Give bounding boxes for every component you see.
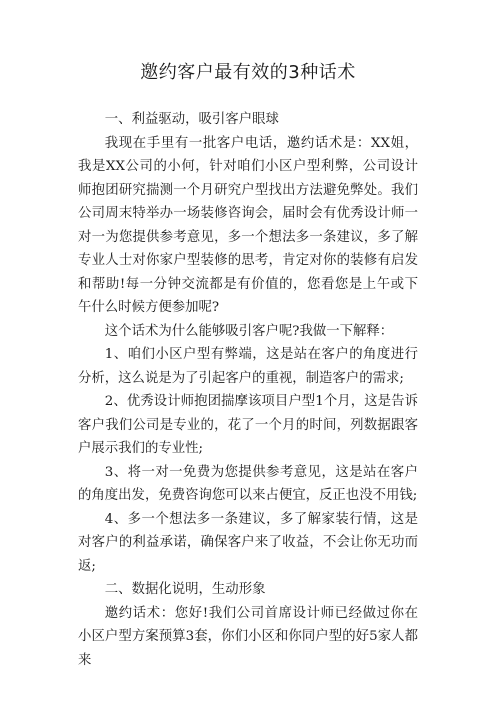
list-item: 1、咱们小区户型有弊端，这是站在客户的角度进行分析，这么说是为了引起客户的重视，制造客户的需求; xyxy=(78,347,418,386)
section-heading-1: 一、利益驱动，吸引客户眼球 xyxy=(104,112,279,127)
list-item: 4、多一个想法多一条建议，多了解家装行情，这是对客户的利益承诺，确保客户来了收益，不会让你无功而返; xyxy=(78,511,418,574)
body-paragraph: 邀约话术：您好!我们公司首席设计师已经做过你在小区户型方案预算3套，你们小区和你同户型的好5家人都来 xyxy=(78,605,418,668)
section-heading-2: 二、数据化说明，生动形象 xyxy=(104,582,266,597)
list-item: 3、将一对一免费为您提供参考意见，这是站在客户的角度出发，免费咨询您可以来占便宜，反正也没不用钱; xyxy=(78,464,418,503)
list-item: 2、优秀设计师抱团揣摩该项目户型1个月，这是告诉客户我们公司是专业的，花了一个月的时间，列数据跟客户展示我们的专业性; xyxy=(78,394,418,456)
body-paragraph: 这个话术为什么能够吸引客户呢?我做一下解释： xyxy=(104,323,394,339)
document-title: 邀约客户最有效的3种话术 xyxy=(140,62,356,83)
body-paragraph: 我现在手里有一批客户电话，邀约话术是：XX姐，我是XX公司的小何，针对咱们小区户型利弊，公司设计师抱团研究揣测一个月研究户型找出方法避免弊处。我们公司周末特举办一场装修咨询会，届时会有优秀设计师一对一为您提供参考意见，多一个想法多一条建议，多了解专业人士对你家户型装修的思考，肯定对你的装修有启发和帮助!每一分钟交流都是有价值的，您看您是上午或下午什么时候方便参加呢? xyxy=(78,135,418,315)
